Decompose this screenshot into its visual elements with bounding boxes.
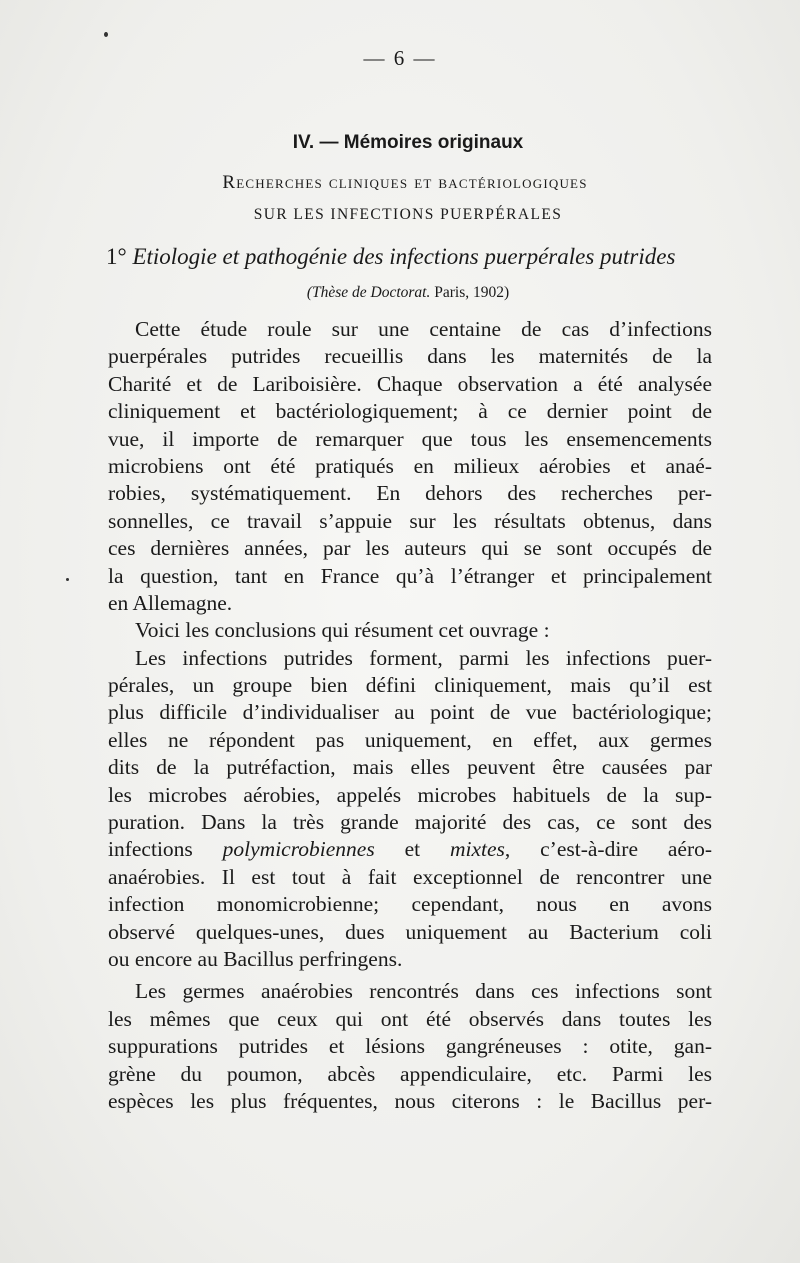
text-line: anaérobies. Il est tout à fait exceptionnel de rencontrer une — [108, 864, 712, 889]
text-line: Les infections putrides forment, parmi les infections puer- — [135, 645, 712, 670]
text-line: dits de la putréfaction, mais elles peuvent être causées par — [108, 755, 712, 780]
text-line: puration. Dans la très grande majorité des cas, ce sont des — [108, 810, 712, 835]
text-line: robies, systématiquement. En dehors des recherches per- — [108, 481, 712, 506]
text-line: observé quelques-unes, dues uniquement au Bacterium coli — [108, 919, 712, 944]
text-line: Voici les conclusions qui résument cet ouvrage : — [135, 618, 550, 643]
work-title-text: Etiologie et pathogénie des infections puerpérales putrides — [132, 244, 676, 269]
text-line: ou encore au Bacillus perfringens. — [108, 946, 403, 971]
body-text — [108, 316, 712, 1115]
text-line: la question, tant en France qu’à l’étranger et principalement — [108, 563, 712, 588]
text-line: ces dernières années, par les auteurs qui se sont occupés de — [108, 536, 712, 561]
text-line — [108, 836, 712, 863]
page-number: — 6 — — [363, 46, 437, 70]
text-segment: , c’est-à-dire aéro- — [504, 837, 712, 862]
text-line: grène du poumon, abcès appendiculaire, etc. Parmi les — [108, 1061, 712, 1086]
article-title: Recherches cliniques et bactériologiques — [222, 172, 588, 193]
text-line: plus difficile d’individualiser au point de vue bactériologique; — [108, 700, 712, 725]
text-line: les microbes aérobies, appelés microbes habituels de la sup- — [108, 782, 712, 807]
article-subtitle: SUR LES INFECTIONS PUERPÉRALES — [253, 206, 563, 223]
print-speck — [104, 32, 108, 37]
citation-thesis: Thèse de Doctorat. — [311, 284, 431, 301]
text-segment: et — [404, 837, 421, 862]
text-line: infection monomicrobienne; cependant, nous en avons — [108, 892, 712, 917]
text-line: puerpérales putrides recueillis dans les maternités de la — [108, 344, 712, 369]
work-title — [106, 244, 716, 270]
citation-place-year: Paris, 1902) — [434, 284, 510, 301]
text-line: sonnelles, ce travail s’appuie sur les résultats obtenus, dans — [108, 508, 712, 533]
text-line: Cette étude roule sur une centaine de cas d’infections — [135, 317, 712, 341]
citation — [0, 284, 800, 302]
emphasis-mixtes: mixtes — [449, 837, 505, 862]
emphasis-polymicrobiennes: polymicrobiennes — [222, 837, 375, 862]
text-line: elles ne répondent pas uniquement, en effet, aux germes — [108, 727, 712, 752]
text-line: microbiens ont été pratiqués en milieux aérobies et anaé- — [108, 453, 712, 478]
text-line: pérales, un groupe bien défini cliniquement, mais qu’il est — [108, 673, 712, 698]
text-line: en Allemagne. — [108, 590, 233, 615]
text-line: Les germes anaérobies rencontrés dans ces infections sont — [135, 979, 712, 1004]
print-speck — [66, 578, 69, 581]
text-line: Charité et de Lariboisière. Chaque observation a été analysée — [108, 371, 712, 396]
text-line: cliniquement et bactériologiquement; à ce dernier point de — [108, 399, 712, 424]
text-line: suppurations putrides et lésions gangréneuses : otite, gan- — [108, 1034, 712, 1059]
text-line: espèces les plus fréquentes, nous citerons : le Bacillus per- — [108, 1088, 712, 1113]
section-heading: IV. — Mémoires originaux — [292, 132, 524, 153]
citation-open-paren: ( — [306, 284, 312, 301]
text-line: les mêmes que ceux qui ont été observés dans toutes les — [108, 1006, 712, 1031]
text-segment: infections — [108, 837, 193, 862]
work-number: 1° — [106, 244, 127, 269]
text-line: vue, il importe de remarquer que tous les ensemencements — [108, 426, 712, 451]
